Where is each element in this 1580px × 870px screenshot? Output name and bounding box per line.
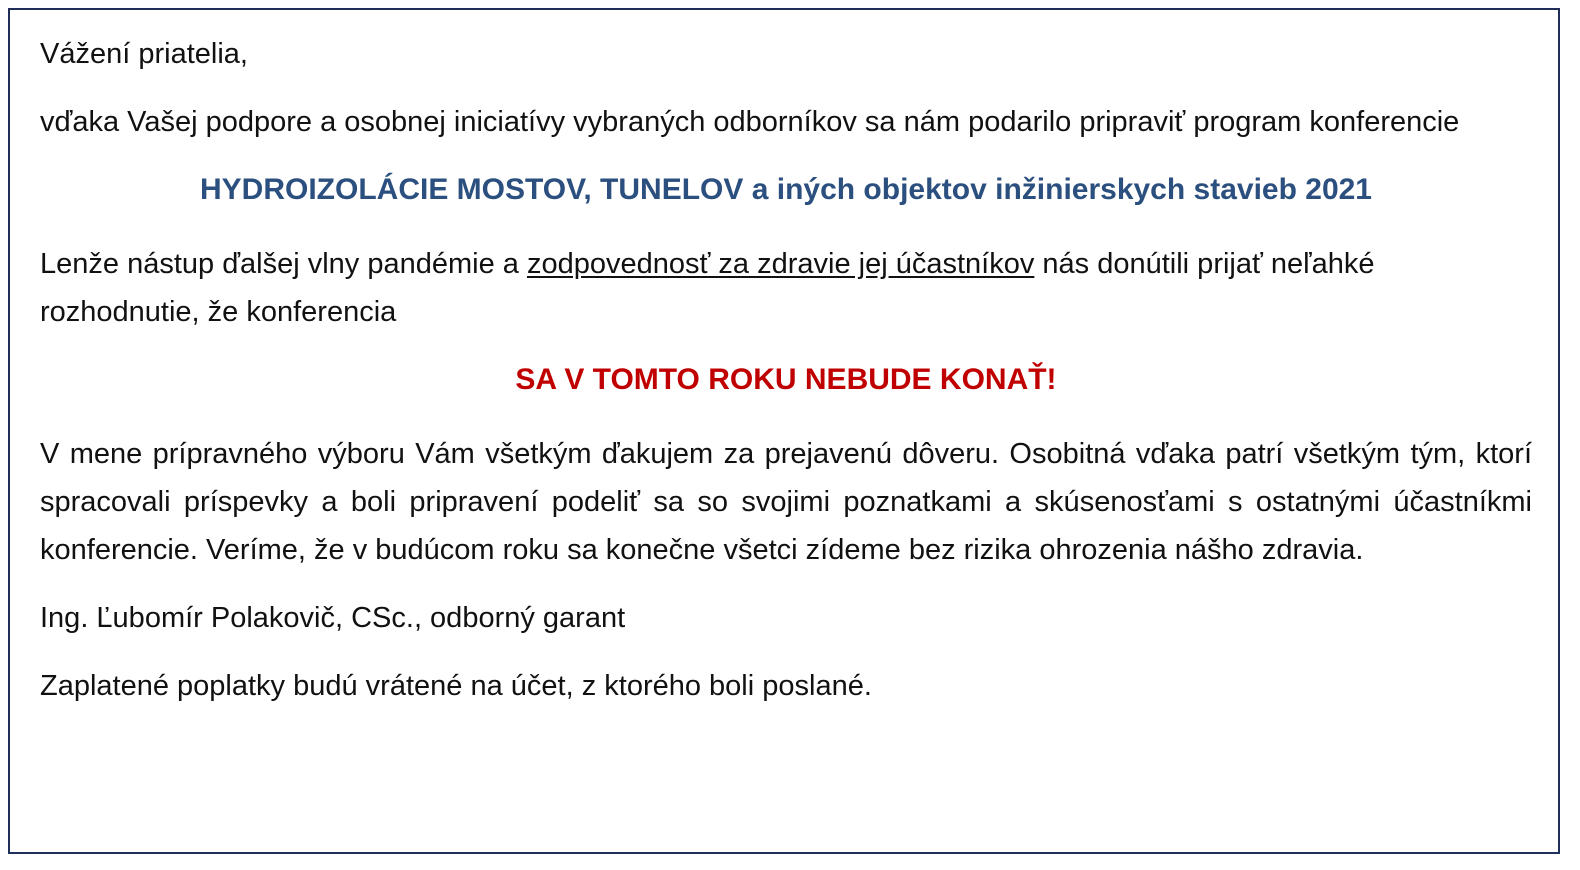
- thanks-paragraph: V mene prípravného výboru Vám všetkým ďakujem za prejavenú dôveru. Osobitná vďaka patrí všetkým tým, ktorí spracovali príspevky a boli pripravení podeliť sa so svojimi poznatkami a skúsenosťami s ostatnými účastníkmi konferencie. Veríme, že v budúcom roku sa konečne všetci zídeme bez rizika ohrozenia nášho zdravia.: [40, 438, 1532, 566]
- reason-text-start: Lenže nástup ďalšej vlny pandémie a: [40, 248, 527, 280]
- greeting: Vážení priatelia,: [40, 38, 248, 70]
- signature: Ing. Ľubomír Polakovič, CSc., odborný garant: [40, 602, 626, 634]
- letter-body: [40, 30, 1532, 730]
- refund-note: Zaplatené poplatky budú vrátené na účet, z ktorého boli poslané.: [40, 670, 872, 702]
- reason-text-end: nás donútili prijať neľahké rozhodnutie, že konferencia: [40, 248, 1375, 328]
- notice-frame: [8, 8, 1560, 854]
- reason-underlined-text: zodpovednosť za zdravie jej účastníkov: [526, 248, 1035, 280]
- reason-paragraph: [40, 240, 1532, 336]
- cancellation-notice: SA V TOMTO ROKU NEBUDE KONAŤ!: [515, 363, 1057, 396]
- intro-paragraph: vďaka Vašej podpore a osobnej iniciatívy vybraných odborníkov sa nám podarilo pripraviť program konferencie: [40, 106, 1460, 138]
- conference-title: HYDROIZOLÁCIE MOSTOV, TUNELOV a iných objektov inžinierskych stavieb 2021: [200, 173, 1372, 206]
